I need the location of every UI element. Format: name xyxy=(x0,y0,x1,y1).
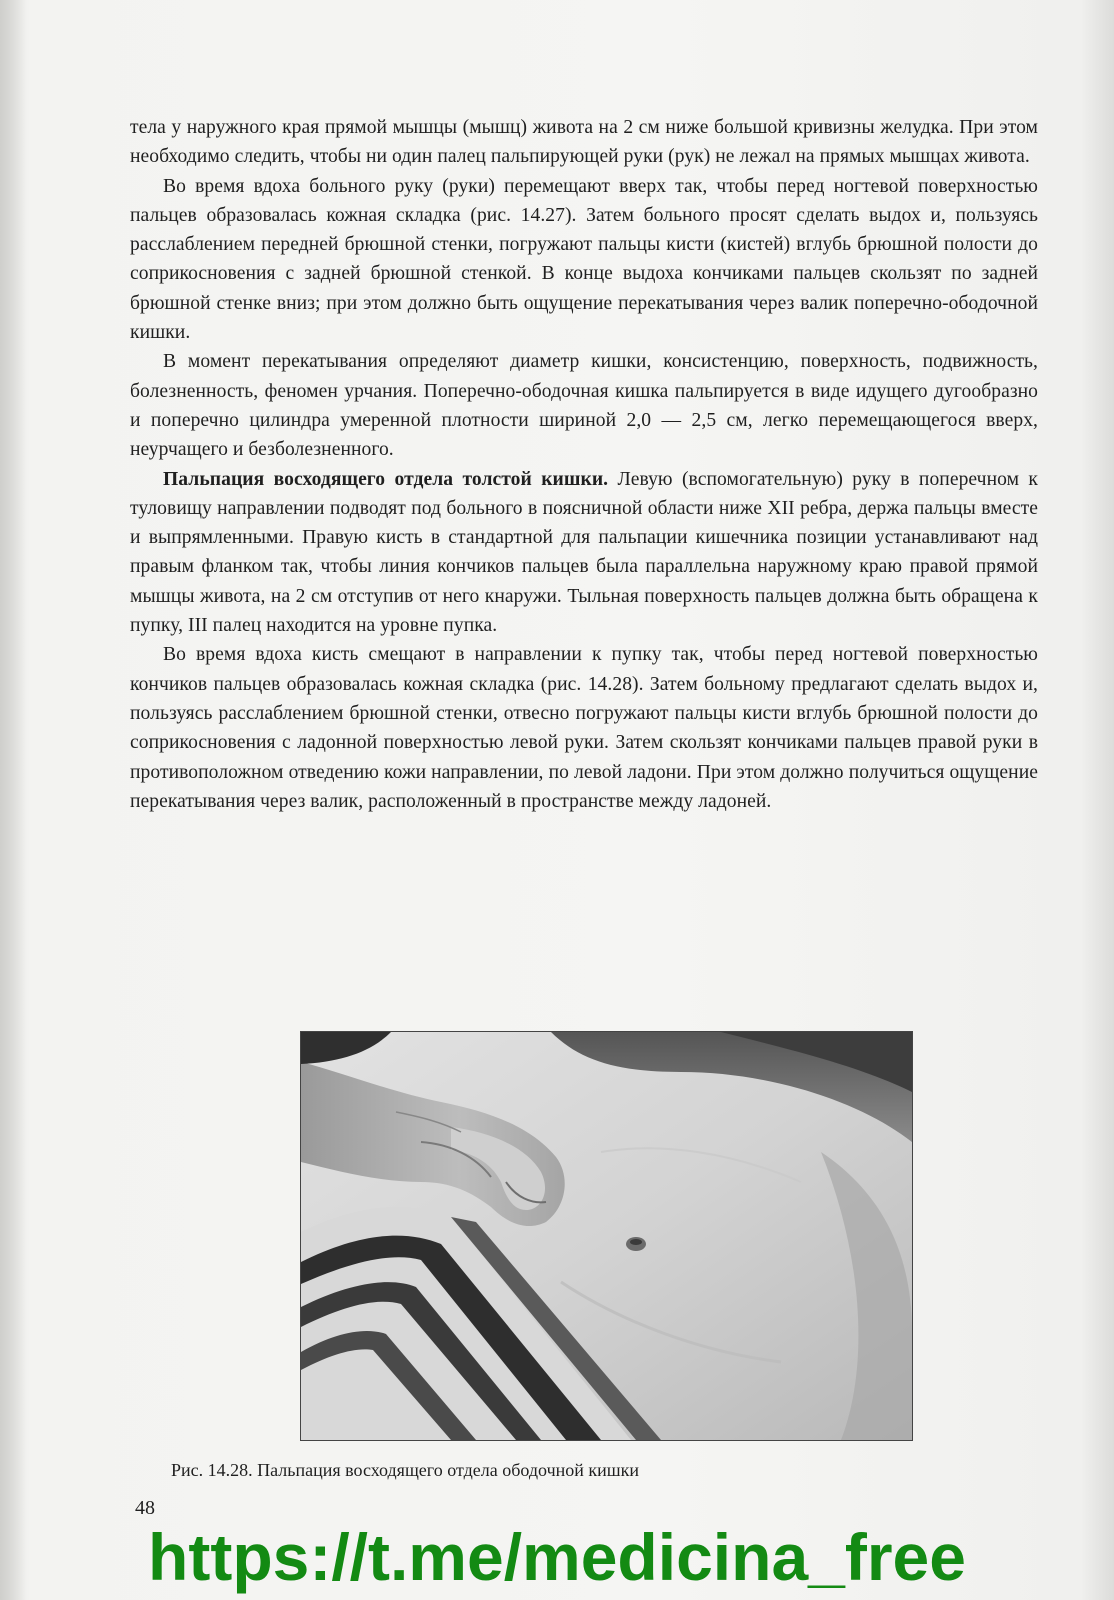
paragraph-4 xyxy=(130,465,1038,641)
section-heading-inline: Пальпация восходящего отдела толстой кишки. xyxy=(163,468,609,490)
page-number: 48 xyxy=(135,1497,155,1519)
binding-shadow xyxy=(0,0,26,1600)
watermark-link[interactable]: https://t.me/medicina_free xyxy=(148,1520,966,1594)
paragraph-3: В момент перекатывания определяют диаметр кишки, консистенцию, поверхность, подвижность, болезненность, феномен урчания. Поперечно-ободочная кишка пальпируется в виде идущего дугообразно и поперечно цилиндра умеренной плотности шириной 2,0 — 2,5 см, легко перемещающегося вверх, неурчащего и безболезненного. xyxy=(130,351,1038,461)
palpation-photo-illustration xyxy=(301,1032,912,1440)
paragraph-4-text: Левую (вспомогательную) руку в поперечном к туловищу направлении подводят под больного в поясничной области ниже XII ребра, держа пальцы вместе и выпрямленными. Правую кисть в стандартной для пальпации кишечника позиции устанавливают над правым фланком так, чтобы линия кончиков пальцев была параллельна наружному краю правой прямой мышцы живота, на 2 см отступив от него кнаружи. Тыльная поверхность пальцев должна быть обращена к пупку, III палец находится на уровне пупка. xyxy=(130,468,1038,637)
body-text xyxy=(130,113,1038,816)
figure-caption: Рис. 14.28. Пальпация восходящего отдела ободочной кишки xyxy=(171,1460,640,1480)
paragraph-2: Во время вдоха больного руку (руки) перемещают вверх так, чтобы перед ногтевой поверхностью пальцев образовалась кожная складка (рис. 14.27). Затем больного просят сделать выдох и, пользуясь расслаблением передней брюшной стенки, погружают пальцы кисти (кистей) вглубь брюшной полости до соприкосновения с задней брюшной стенкой. В конце выдоха кончиками пальцев скользят по задней брюшной стенке вниз; при этом должно быть ощущение перекатывания через валик поперечно-ободочной кишки. xyxy=(130,175,1038,344)
paragraph-1: тела у наружного края прямой мышцы (мышц) живота на 2 см ниже большой кривизны желудка. При этом необходимо следить, чтобы ни один палец пальпирующей руки (рук) не лежал на прямых мышцах живота. xyxy=(130,117,1038,168)
figure-photo-palpation xyxy=(300,1031,913,1441)
paragraph-5: Во время вдоха кисть смещают в направлении к пупку так, чтобы перед ногтевой поверхностью кончиков пальцев образовалась кожная складка (рис. 14.28). Затем больному предлагают сделать выдох и, пользуясь расслаблением брюшной стенки, отвесно погружают пальцы кисти вглубь брюшной полости до соприкосновения с ладонной поверхностью левой руки. Затем скользят кончиками пальцев правой руки в противоположном отведению кожи направлении, по левой ладони. При этом должно получиться ощущение перекатывания через валик, расположенный в пространстве между ладоней. xyxy=(130,644,1038,812)
